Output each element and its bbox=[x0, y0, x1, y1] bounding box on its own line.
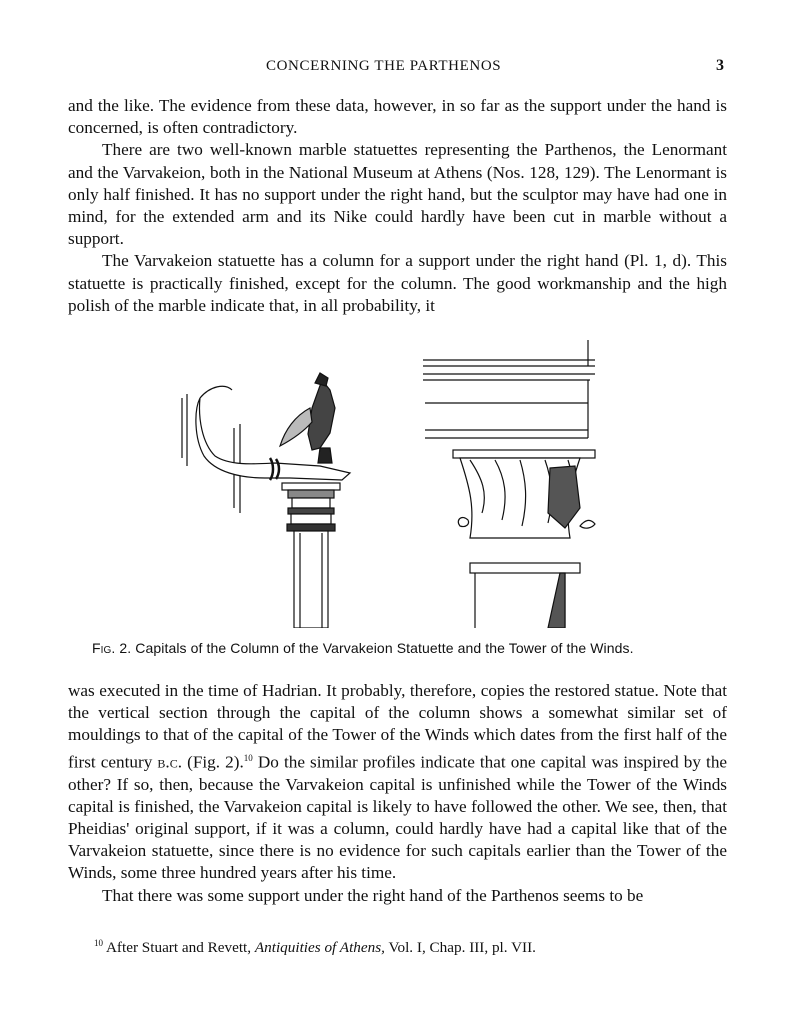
paragraph-3: The Varvakeion statuette has a column for a support under the right hand (Pl. 1, d). This statuette is practically finished, except for the column. The good workmanship and the high polish of the marble indicate that, in all probability, it bbox=[68, 251, 727, 315]
page-number: 3 bbox=[716, 57, 724, 74]
tower-of-winds-capital-drawing bbox=[423, 340, 595, 628]
body-text-top bbox=[68, 95, 727, 317]
body-text-bottom bbox=[68, 680, 727, 907]
paragraph-2: There are two well-known marble statuettes representing the Parthenos, the Lenormant and the Varvakeion, both in the National Museum at Athens (Nos. 128, 129). The Lenormant is only half finished. It has no support under the right hand, but the sculptor may have had one in mind, for the extended arm and its Nike could hardly have been cut in marble without a support. bbox=[68, 140, 727, 249]
paragraph-4-part-b: Do the similar profiles indicate that one capital was inspired by the other? If so, then, because the Varvakeion capital is unfinished while the Tower of the Winds capital is finished, the Varvakeion capital is likely to have followed the other. We see, then, that Pheidias' original support, if it was a column, could hardly have had a capital like that of the Varvakeion statuette, since there is no evidence for such capitals earlier than the Tower of the Winds, some three hundred years after his time. bbox=[68, 752, 728, 883]
figure-caption bbox=[92, 640, 634, 656]
footnote-book-title: Antiquities of Athens, bbox=[254, 939, 385, 957]
footnote-number: 10 bbox=[94, 938, 103, 948]
paragraph-1: and the like. The evidence from these data, however, in so far as the support under the hand is concerned, is often contradictory. bbox=[68, 96, 727, 138]
figure-2-illustration bbox=[170, 338, 620, 628]
running-title: CONCERNING THE PARTHENOS bbox=[266, 58, 502, 74]
figure-reference: (Fig. 2). bbox=[187, 752, 244, 772]
figure-caption-text: Capitals of the Column of the Varvakeion Statuette and the Tower of the Winds. bbox=[135, 640, 634, 656]
varvakeion-column-drawing bbox=[182, 373, 350, 628]
paragraph-4-part-a: was executed in the time of Hadrian. It probably, therefore, copies the restored statue. Note that the vertical section through the capital of the column shows a somewhat similar set of mouldings to that of the capital of the Tower of the Winds which dates from the first half of the first century bbox=[68, 681, 727, 772]
bc-abbreviation: b.c. bbox=[157, 752, 183, 772]
footnote-text-after: Vol. I, Chap. III, pl. VII. bbox=[388, 939, 536, 957]
figure-label: Fig. 2. bbox=[92, 640, 132, 656]
footnote-text-before: After Stuart and Revett, bbox=[105, 939, 252, 957]
footnote bbox=[94, 938, 536, 957]
paragraph-4 bbox=[68, 680, 727, 885]
footnote-reference[interactable]: 10 bbox=[243, 752, 253, 763]
paragraph-5: That there was some support under the right hand of the Parthenos seems to be bbox=[102, 885, 644, 905]
